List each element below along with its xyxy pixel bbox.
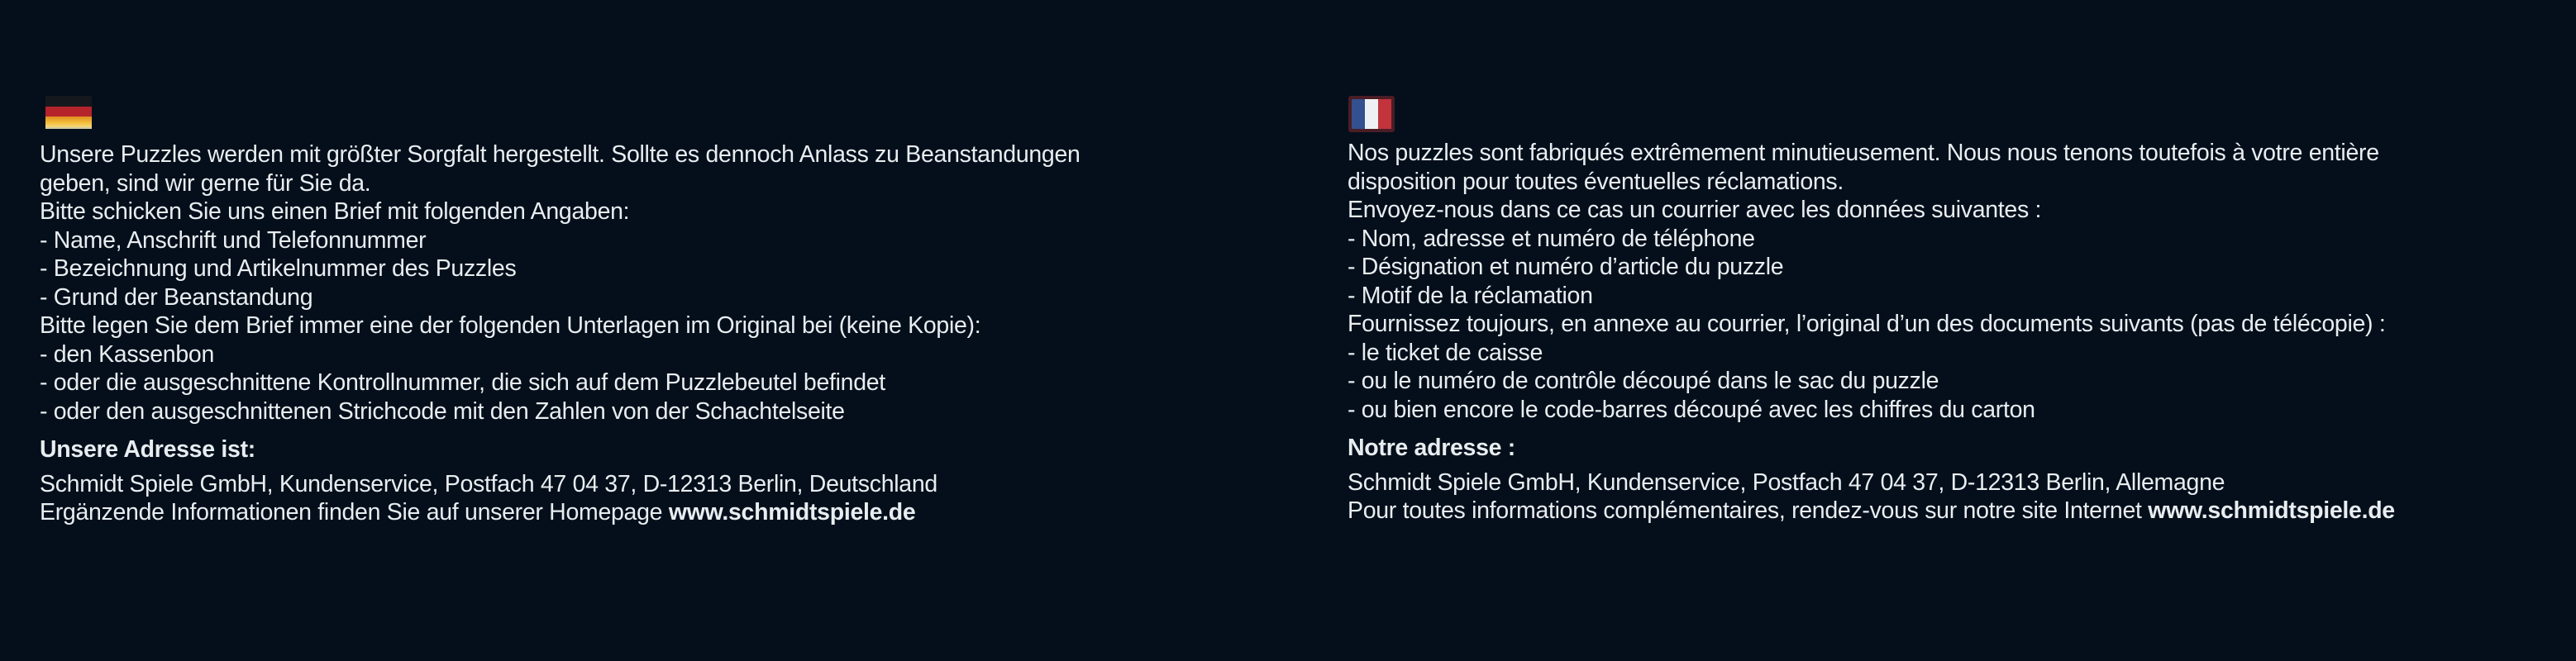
text-line: - Désignation et numéro d’article du puzzle — [1348, 254, 1784, 280]
text-line: - Name, Anschrift und Telefonnummer — [40, 226, 427, 254]
address-line: Schmidt Spiele GmbH, Kundenservice, Postfach 47 04 37, D-12313 Berlin, Deutschland — [40, 470, 937, 497]
homepage-url: www.schmidtspiele.de — [2148, 497, 2395, 524]
text-line: - le ticket de caisse — [1348, 339, 1543, 366]
text-line: Envoyez-nous dans ce cas un courrier avec les données suivantes : — [1348, 197, 2042, 223]
french-section — [1348, 94, 2395, 525]
text-line: Fournissez toujours, en annexe au courrier, l’original d’un des documents suivants (pas de télécopie) : — [1348, 311, 2386, 337]
text-line: - ou bien encore le code-barres découpé avec les chiffres du carton — [1348, 396, 2035, 423]
germany-flag-black-stripe — [45, 96, 92, 107]
homepage-text: Pour toutes informations complémentaires, rendez-vous sur notre site Internet — [1348, 497, 2149, 524]
text-line: Nos puzzles sont fabriqués extrêmement minutieusement. Nous nous tenons toutefois à votre entière — [1348, 140, 2379, 166]
germany-flag-red-stripe — [45, 107, 92, 117]
germany-flag-icon — [45, 96, 92, 129]
text-line: - Bezeichnung und Artikelnummer des Puzzles — [40, 255, 517, 282]
text-line: - den Kassenbon — [40, 340, 214, 368]
text-line: - Motif de la réclamation — [1348, 282, 1593, 309]
text-line: Bitte legen Sie dem Brief immer eine der folgenden Unterlagen im Original bei (keine Kopie): — [40, 312, 981, 339]
address-line: Schmidt Spiele GmbH, Kundenservice, Postfach 47 04 37, D-12313 Berlin, Allemagne — [1348, 468, 2225, 496]
france-flag-white-stripe — [1365, 99, 1378, 129]
homepage-url: www.schmidtspiele.de — [668, 499, 916, 525]
homepage-text: Ergänzende Informationen finden Sie auf unserer Homepage — [40, 499, 669, 525]
text-line: - oder den ausgeschnittenen Strichcode mit den Zahlen von der Schachtelseite — [40, 397, 845, 425]
homepage-line — [1348, 497, 2395, 525]
text-line: - Nom, adresse et numéro de téléphone — [1348, 225, 1755, 252]
homepage-line — [40, 498, 1080, 527]
france-flag-icon — [1348, 96, 1395, 132]
text-line: Unsere Puzzles werden mit größter Sorgfalt hergestellt. Sollte es dennoch Anlass zu Beanstandungen — [40, 141, 1080, 168]
germany-flag-gold-stripe — [45, 117, 92, 127]
text-line: - oder die ausgeschnittene Kontrollnummer, die sich auf dem Puzzlebeutel befindet — [40, 369, 885, 396]
text-line: Bitte schicken Sie uns einen Brief mit folgenden Angaben: — [40, 198, 630, 225]
france-flag-blue-stripe — [1352, 99, 1365, 129]
text-line: geben, sind wir gerne für Sie da. — [40, 169, 371, 197]
france-flag-red-stripe — [1378, 99, 1391, 129]
german-section — [40, 94, 1080, 527]
text-line: - ou le numéro de contrôle découpé dans le sac du puzzle — [1348, 368, 1939, 394]
text-line: - Grund der Beanstandung — [40, 283, 313, 311]
address-heading: Unsere Adresse ist: — [40, 436, 255, 463]
address-heading: Notre adresse : — [1348, 435, 1516, 461]
text-line: disposition pour toutes éventuelles réclamations. — [1348, 168, 1844, 195]
